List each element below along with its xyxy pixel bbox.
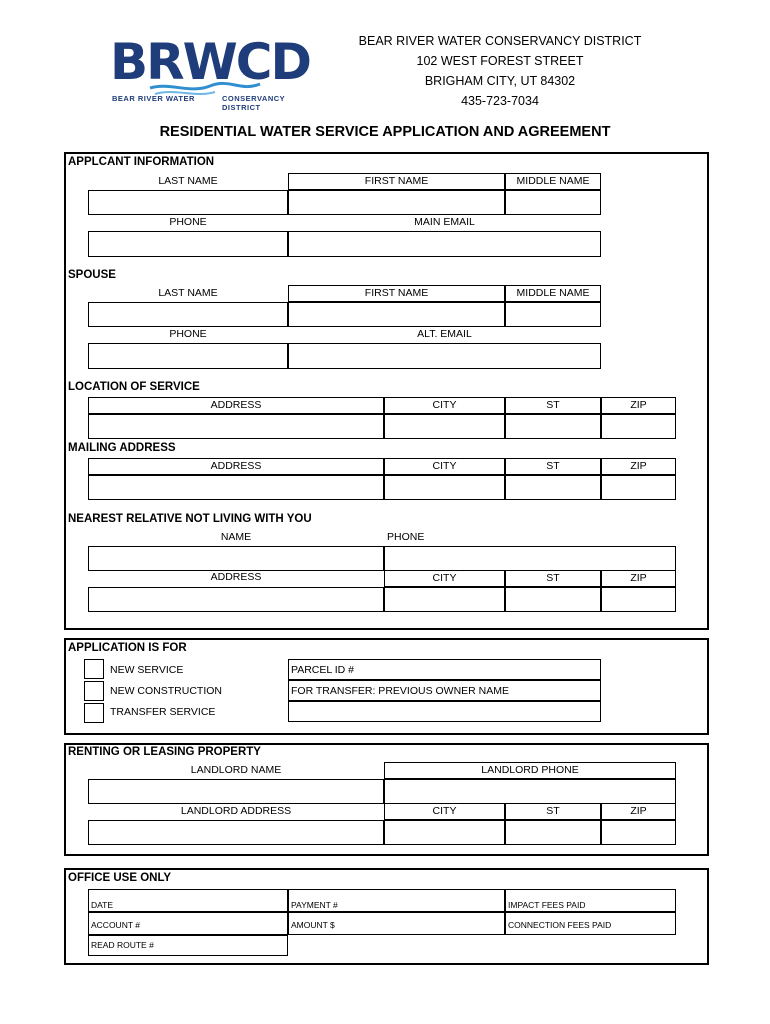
application-section-title: APPLICATION IS FOR xyxy=(68,642,187,654)
spouse-last-name-field[interactable] xyxy=(88,302,288,327)
landlord-zip-field[interactable] xyxy=(601,820,676,845)
relative-address-field[interactable] xyxy=(88,587,384,612)
location-address-field[interactable] xyxy=(88,414,384,439)
mailing-address-label: ADDRESS xyxy=(210,460,262,472)
mailing-address-field[interactable] xyxy=(88,475,384,500)
mailing-section-title: MAILING ADDRESS xyxy=(68,442,176,454)
office-connection-label: CONNECTION FEES PAID xyxy=(508,920,612,930)
landlord-address-field[interactable] xyxy=(88,820,384,845)
landlord-st-field[interactable] xyxy=(505,820,601,845)
location-st-label: ST xyxy=(546,399,560,411)
relative-name-label: NAME xyxy=(220,531,252,543)
landlord-name-field[interactable] xyxy=(88,779,384,804)
relative-st-field[interactable] xyxy=(505,587,601,612)
applicant-phone-label: PHONE xyxy=(169,216,207,228)
mailing-city-label: CITY xyxy=(432,460,457,472)
landlord-city-field[interactable] xyxy=(384,820,505,845)
spouse-phone-field[interactable] xyxy=(88,343,288,369)
logo xyxy=(110,33,310,112)
landlord-st-label: ST xyxy=(546,805,560,817)
logo-sub-left: BEAR RIVER WATER xyxy=(112,94,195,103)
relative-phone-field[interactable] xyxy=(384,546,676,571)
office-date-label: DATE xyxy=(91,900,114,910)
relative-city-field[interactable] xyxy=(384,587,505,612)
mailing-city-field[interactable] xyxy=(384,475,505,500)
office-payment-label: PAYMENT # xyxy=(291,900,338,910)
office-date-field[interactable] xyxy=(88,889,288,912)
office-account-label: ACCOUNT # xyxy=(91,920,140,930)
spouse-first-name-field[interactable] xyxy=(288,302,505,327)
applicant-middle-name-label: MIDDLE NAME xyxy=(516,175,590,187)
org-city: BRIGHAM CITY, UT 84302 xyxy=(424,74,576,88)
parcel-id-label: PARCEL ID # xyxy=(291,664,355,676)
logo-sub-right: CONSERVANCY DISTRICT xyxy=(222,94,286,112)
location-zip-label: ZIP xyxy=(630,399,647,411)
previous-owner-field[interactable] xyxy=(288,701,601,722)
location-address-label: ADDRESS xyxy=(210,399,262,411)
applicant-first-name-field[interactable] xyxy=(288,190,505,215)
new-service-checkbox[interactable] xyxy=(84,659,104,679)
relative-zip-label: ZIP xyxy=(630,572,647,584)
location-zip-field[interactable] xyxy=(601,414,676,439)
relative-st-label: ST xyxy=(546,572,560,584)
org-phone: 435-723-7034 xyxy=(461,94,539,108)
spouse-middle-name-field[interactable] xyxy=(505,302,601,327)
mailing-zip-label: ZIP xyxy=(630,460,647,472)
applicant-email-label: MAIN EMAIL xyxy=(414,216,475,228)
location-section-title: LOCATION OF SERVICE xyxy=(68,381,200,393)
renting-section-title: RENTING OR LEASING PROPERTY xyxy=(68,746,261,758)
landlord-phone-field[interactable] xyxy=(384,779,676,804)
mailing-zip-field[interactable] xyxy=(601,475,676,500)
page-title: RESIDENTIAL WATER SERVICE APPLICATION AND AGREEMENT xyxy=(159,124,611,140)
applicant-phone-field[interactable] xyxy=(88,231,288,257)
mailing-st-field[interactable] xyxy=(505,475,601,500)
location-city-label: CITY xyxy=(432,399,457,411)
org-name: BEAR RIVER WATER CONSERVANCY DISTRICT xyxy=(358,34,642,48)
transfer-service-label: TRANSFER SERVICE xyxy=(110,706,216,718)
previous-owner-label: FOR TRANSFER: PREVIOUS OWNER NAME xyxy=(291,685,509,697)
applicant-section-title: APPLCANT INFORMATION xyxy=(68,156,215,168)
location-st-field[interactable] xyxy=(505,414,601,439)
landlord-city-label: CITY xyxy=(432,805,457,817)
office-amount-label: AMOUNT $ xyxy=(291,920,335,930)
spouse-last-name-label: LAST NAME xyxy=(158,287,218,299)
logo-wordmark: BRWCD xyxy=(110,33,310,91)
relative-city-label: CITY xyxy=(432,572,457,584)
relative-name-field[interactable] xyxy=(88,546,384,571)
office-impact-label: IMPACT FEES PAID xyxy=(508,900,586,910)
office-read-route-label: READ ROUTE # xyxy=(91,940,154,950)
applicant-first-name-label: FIRST NAME xyxy=(364,175,429,187)
landlord-zip-label: ZIP xyxy=(630,805,647,817)
transfer-service-checkbox[interactable] xyxy=(84,703,104,723)
landlord-phone-label: LANDLORD PHONE xyxy=(481,764,579,776)
relative-address-label: ADDRESS xyxy=(210,571,262,583)
spouse-middle-name-label: MIDDLE NAME xyxy=(516,287,590,299)
new-construction-label: NEW CONSTRUCTION xyxy=(110,685,222,697)
spouse-email-field[interactable] xyxy=(288,343,601,369)
spouse-section-title: SPOUSE xyxy=(68,269,116,281)
office-section-title: OFFICE USE ONLY xyxy=(68,872,172,884)
relative-section-title: NEAREST RELATIVE NOT LIVING WITH YOU xyxy=(68,513,312,525)
relative-phone-label: PHONE xyxy=(387,531,425,543)
relative-zip-field[interactable] xyxy=(601,587,676,612)
applicant-last-name-label: LAST NAME xyxy=(158,175,218,187)
applicant-email-field[interactable] xyxy=(288,231,601,257)
landlord-address-label: LANDLORD ADDRESS xyxy=(180,805,292,817)
mailing-st-label: ST xyxy=(546,460,560,472)
org-street: 102 WEST FOREST STREET xyxy=(416,54,584,68)
spouse-email-label: ALT. EMAIL xyxy=(417,328,472,340)
applicant-middle-name-field[interactable] xyxy=(505,190,601,215)
new-service-label: NEW SERVICE xyxy=(110,664,184,676)
landlord-name-label: LANDLORD NAME xyxy=(190,764,282,776)
applicant-last-name-field[interactable] xyxy=(88,190,288,215)
location-city-field[interactable] xyxy=(384,414,505,439)
new-construction-checkbox[interactable] xyxy=(84,681,104,701)
spouse-first-name-label: FIRST NAME xyxy=(364,287,429,299)
spouse-phone-label: PHONE xyxy=(169,328,207,340)
